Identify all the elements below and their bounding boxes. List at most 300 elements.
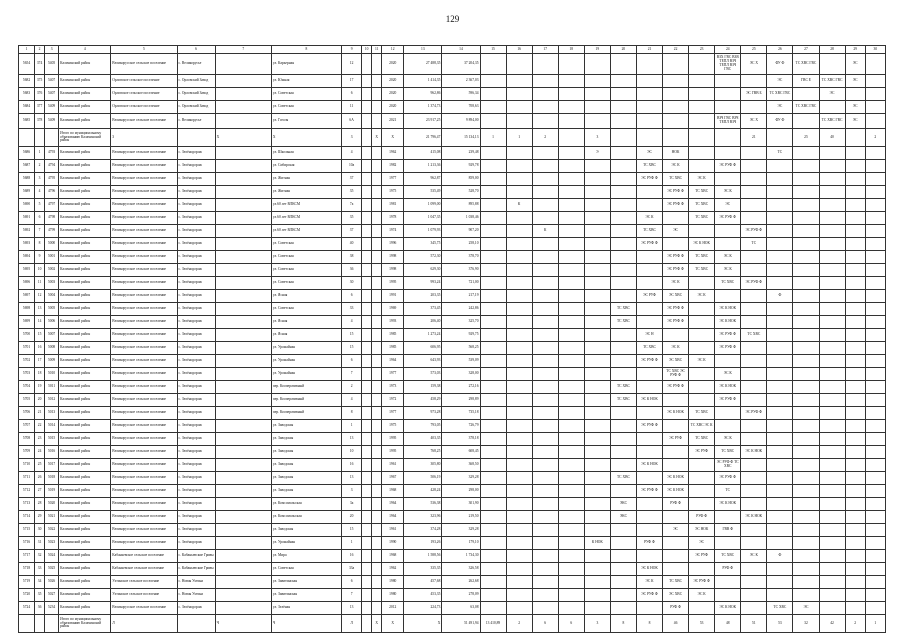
table-cell: ул. Урожайная <box>271 342 341 355</box>
table-cell <box>865 238 885 251</box>
table-cell <box>215 537 271 550</box>
table-cell: с. Зелёнодорож <box>177 316 215 329</box>
table-cell <box>793 446 819 459</box>
table-cell: Калачинский район <box>59 199 111 212</box>
table-row <box>19 225 886 238</box>
table-row <box>19 129 886 147</box>
table-cell: Великорусское сельское поселение <box>111 433 177 446</box>
column-number: 12 <box>382 46 404 54</box>
table-cell: 5014 <box>45 420 59 433</box>
table-cell: 5015 <box>45 433 59 446</box>
table-cell: ЭС <box>715 199 741 212</box>
table-cell <box>845 407 865 420</box>
table-cell: 5021 <box>45 511 59 524</box>
table-cell: ТС <box>767 147 793 160</box>
column-number: 8 <box>271 46 341 54</box>
table-cell <box>610 251 636 264</box>
table-cell <box>793 290 819 303</box>
table-cell: Великорусское сельское поселение <box>111 290 177 303</box>
table-cell <box>45 615 59 633</box>
table-cell <box>532 212 558 225</box>
table-cell: 5699 <box>19 316 35 329</box>
table-cell: ЭС К <box>689 290 715 303</box>
table-cell <box>819 303 845 316</box>
table-cell: ЭС РУФ Ф <box>663 316 689 329</box>
table-cell: 1961 <box>382 524 404 537</box>
table-cell <box>215 550 271 563</box>
table-cell: 325,70 <box>442 316 480 329</box>
table-cell <box>506 225 532 238</box>
table-cell <box>610 101 636 114</box>
table-cell <box>372 368 382 381</box>
table-cell <box>362 550 372 563</box>
table-cell: 224,73 <box>404 602 442 615</box>
table-cell <box>845 472 865 485</box>
table-cell: 5022 <box>45 524 59 537</box>
table-cell <box>215 114 271 129</box>
table-cell <box>845 355 865 368</box>
table-cell: с. Зелёнодорож <box>177 277 215 290</box>
table-cell <box>362 173 372 186</box>
table-cell <box>663 238 689 251</box>
table-cell <box>845 290 865 303</box>
table-cell <box>741 381 767 394</box>
table-cell <box>819 537 845 550</box>
table-cell: с. Орловский Завод <box>177 88 215 101</box>
table-cell: 1995 <box>382 433 404 446</box>
table-cell: Великорусское сельское поселение <box>111 602 177 615</box>
table-cell: 535,49 <box>404 186 442 199</box>
table-cell <box>689 316 715 329</box>
table-cell <box>362 589 372 602</box>
table-cell <box>372 303 382 316</box>
table-cell: 1962 <box>382 563 404 576</box>
table-cell: 5027 <box>45 589 59 602</box>
table-cell: 36 <box>342 264 362 277</box>
table-cell <box>362 147 372 160</box>
table-cell: ЭС К <box>715 251 741 264</box>
table-cell: ЭС РУФ <box>689 446 715 459</box>
table-cell <box>480 147 506 160</box>
table-cell: с. Зелёнодорож <box>177 381 215 394</box>
table-cell: 1996 <box>382 238 404 251</box>
table-cell <box>793 381 819 394</box>
table-cell <box>767 129 793 147</box>
table-cell: Х <box>382 129 404 147</box>
table-cell: 5712 <box>19 485 35 498</box>
table-cell <box>372 238 382 251</box>
table-cell <box>865 101 885 114</box>
table-cell: с. Зелёнодорож <box>177 355 215 368</box>
table-cell <box>506 290 532 303</box>
table-cell: ЭС РУФ Ф <box>689 576 715 589</box>
table-cell <box>636 472 662 485</box>
table-cell: ЭС РУФ Ф <box>715 394 741 407</box>
table-cell <box>532 75 558 88</box>
table-cell <box>865 407 885 420</box>
table-cell: Калачинский район <box>59 75 111 88</box>
table-cell: ТС <box>741 238 767 251</box>
table-cell: с. Зелёнодорож <box>177 186 215 199</box>
table-cell: 5720 <box>19 589 35 602</box>
table-cell: ЭС К НОК <box>715 602 741 615</box>
table-cell <box>372 75 382 88</box>
table-cell: 2020 <box>382 88 404 101</box>
table-cell: с. Зелёнодорож <box>177 446 215 459</box>
table-cell: ЭС К <box>741 550 767 563</box>
table-cell: 5707 <box>19 420 35 433</box>
table-cell: 1993 <box>382 316 404 329</box>
table-cell <box>793 368 819 381</box>
table-cell <box>372 537 382 550</box>
table-cell: ул. Заводская <box>271 524 341 537</box>
table-cell <box>715 173 741 186</box>
table-cell: с. Зелёнодорож <box>177 160 215 173</box>
table-cell: 378,70 <box>442 251 480 264</box>
table-cell <box>480 199 506 212</box>
table-cell <box>793 342 819 355</box>
table-cell: 1 047,35 <box>404 212 442 225</box>
table-cell <box>532 277 558 290</box>
table-cell <box>558 511 584 524</box>
table-cell: ЭС РУФ Ф <box>741 225 767 238</box>
table-cell <box>610 212 636 225</box>
table-cell <box>480 420 506 433</box>
table-cell <box>584 394 610 407</box>
table-cell <box>558 212 584 225</box>
table-cell: 768,25 <box>404 446 442 459</box>
table-cell <box>506 329 532 342</box>
table-cell: 1 038,46 <box>442 212 480 225</box>
table-cell <box>215 225 271 238</box>
table-cell <box>636 368 662 381</box>
table-cell <box>715 290 741 303</box>
table-cell: 6А <box>342 114 362 129</box>
table-cell: 606,95 <box>404 342 442 355</box>
table-cell <box>558 420 584 433</box>
table-cell <box>845 576 865 589</box>
table-cell: ЭС К <box>636 212 662 225</box>
table-cell: Калачинский район <box>59 114 111 129</box>
table-cell: 793,05 <box>404 420 442 433</box>
table-cell: с. Зелёнодорож <box>177 485 215 498</box>
table-cell: 2021 <box>382 114 404 129</box>
table-cell: Великорусское сельское поселение <box>111 54 177 75</box>
table-cell <box>584 329 610 342</box>
table-cell <box>663 511 689 524</box>
table-cell <box>584 498 610 511</box>
table-cell <box>584 173 610 186</box>
table-cell <box>584 316 610 329</box>
table-cell: 1985 <box>382 329 404 342</box>
table-cell <box>610 550 636 563</box>
table-cell <box>793 225 819 238</box>
table-cell: Великорусское сельское поселение <box>111 485 177 498</box>
table-cell <box>819 186 845 199</box>
table-cell <box>819 524 845 537</box>
table-cell <box>865 472 885 485</box>
table-cell: 29 <box>35 511 45 524</box>
table-cell: 5713 <box>19 498 35 511</box>
table-cell <box>558 160 584 173</box>
table-cell <box>372 472 382 485</box>
table-cell <box>819 446 845 459</box>
table-cell: 453,35 <box>404 589 442 602</box>
table-cell: 721,00 <box>442 277 480 290</box>
table-cell: Калачинский район <box>59 550 111 563</box>
table-cell <box>558 251 584 264</box>
table-cell: 539,09 <box>442 355 480 368</box>
table-cell <box>532 316 558 329</box>
column-number: 20 <box>610 46 636 54</box>
table-cell: с. Зелёнодорож <box>177 420 215 433</box>
table-cell <box>610 563 636 576</box>
table-cell: 5704 <box>19 381 35 394</box>
table-cell <box>845 342 865 355</box>
table-cell <box>865 576 885 589</box>
table-cell <box>689 225 715 238</box>
table-cell: 27 488,35 <box>404 54 442 75</box>
table-cell: Великорусское сельское поселение <box>111 459 177 472</box>
table-cell <box>480 407 506 420</box>
table-cell: 63,08 <box>442 602 480 615</box>
table-cell <box>558 277 584 290</box>
table-cell: 12 <box>35 290 45 303</box>
table-cell: 32 <box>35 550 45 563</box>
table-cell: 15 <box>342 524 362 537</box>
table-cell: 643,93 <box>404 355 442 368</box>
table-cell: с. Орловский Завод <box>177 101 215 114</box>
table-cell <box>865 251 885 264</box>
table-cell <box>480 277 506 290</box>
table-cell <box>215 485 271 498</box>
table-cell <box>689 459 715 472</box>
table-cell <box>636 277 662 290</box>
table-cell <box>215 381 271 394</box>
table-cell <box>663 212 689 225</box>
table-cell <box>865 524 885 537</box>
table-cell <box>865 589 885 602</box>
table-cell: 13 <box>35 303 45 316</box>
table-cell: 572,30 <box>404 251 442 264</box>
table-cell: Х <box>372 615 382 633</box>
table-cell: с. Зелёнодорож <box>177 537 215 550</box>
table-cell: ЭС <box>793 602 819 615</box>
table-cell <box>558 342 584 355</box>
table-cell: ул. Школьная <box>271 147 341 160</box>
table-cell <box>793 114 819 129</box>
table-cell: Великорусское сельское поселение <box>111 407 177 420</box>
table-cell: К <box>532 225 558 238</box>
table-cell <box>819 251 845 264</box>
table-cell <box>584 75 610 88</box>
table-cell: 3 <box>35 173 45 186</box>
table-cell <box>865 381 885 394</box>
table-cell: 17 <box>342 75 362 88</box>
table-cell <box>558 589 584 602</box>
table-cell <box>372 88 382 101</box>
table-cell <box>636 186 662 199</box>
table-cell: 1998 <box>382 251 404 264</box>
table-cell: ул. Советская <box>271 277 341 290</box>
table-cell: ул. Житная <box>271 186 341 199</box>
table-cell <box>865 420 885 433</box>
table-cell: 1964 <box>382 498 404 511</box>
table-cell <box>636 129 662 147</box>
table-cell <box>372 381 382 394</box>
table-cell: с. Кабаньевские Гривы <box>177 550 215 563</box>
table-cell <box>865 290 885 303</box>
table-cell <box>845 212 865 225</box>
table-cell <box>215 290 271 303</box>
table-cell <box>584 355 610 368</box>
table-cell: 907,20 <box>442 225 480 238</box>
table-cell: 40 <box>819 129 845 147</box>
table-cell: Калачинский район <box>59 368 111 381</box>
table-cell: 5706 <box>19 407 35 420</box>
table-cell <box>372 186 382 199</box>
table-cell <box>362 199 372 212</box>
table-cell <box>819 459 845 472</box>
table-cell: 1998 <box>382 264 404 277</box>
table-cell: 8 <box>35 238 45 251</box>
table-cell: 1 <box>865 615 885 633</box>
table-cell <box>480 472 506 485</box>
table-cell: 30 <box>342 277 362 290</box>
table-cell <box>372 576 382 589</box>
table-cell: ЭС РУФ Ф <box>636 485 662 498</box>
table-cell <box>506 54 532 75</box>
table-cell: ЭС К НОК <box>636 394 662 407</box>
table-cell: 2 <box>35 160 45 173</box>
table-cell: 573,03 <box>404 368 442 381</box>
table-cell <box>845 160 865 173</box>
table-cell: Калачинский район <box>59 420 111 433</box>
table-cell <box>610 199 636 212</box>
table-cell <box>362 394 372 407</box>
table-cell <box>610 589 636 602</box>
table-cell <box>793 88 819 101</box>
table-cell: ЭС <box>845 54 865 75</box>
table-cell <box>689 277 715 290</box>
table-cell: Х <box>372 129 382 147</box>
table-cell <box>741 537 767 550</box>
table-cell <box>715 225 741 238</box>
table-cell: Калачинский район <box>59 160 111 173</box>
table-cell <box>480 576 506 589</box>
table-cell: ЭС ХВС <box>663 589 689 602</box>
table-cell <box>558 394 584 407</box>
table-cell: 10 <box>35 264 45 277</box>
table-cell <box>558 381 584 394</box>
table-cell: ул. Гоголя <box>271 114 341 129</box>
table-cell <box>480 225 506 238</box>
table-cell <box>767 472 793 485</box>
table-cell <box>362 537 372 550</box>
table-cell: ЭС <box>767 101 793 114</box>
table-cell <box>845 550 865 563</box>
table-cell: 895,88 <box>442 199 480 212</box>
table-cell <box>215 303 271 316</box>
table-cell <box>362 101 372 114</box>
table-cell: 15 <box>342 329 362 342</box>
table-cell: Калачинский район <box>59 54 111 75</box>
table-cell <box>819 550 845 563</box>
table-cell: ТС ХВС <box>636 342 662 355</box>
table-cell: 5718 <box>19 563 35 576</box>
table-cell: 5714 <box>19 511 35 524</box>
table-cell: Великорусское сельское поселение <box>111 446 177 459</box>
table-cell <box>215 589 271 602</box>
table-cell <box>819 199 845 212</box>
table-cell <box>532 199 558 212</box>
table-cell: ЭС <box>663 524 689 537</box>
table-cell <box>558 459 584 472</box>
table-cell <box>558 88 584 101</box>
table-cell <box>584 550 610 563</box>
table-cell: 929,75 <box>442 329 480 342</box>
table-cell <box>845 147 865 160</box>
table-cell <box>793 329 819 342</box>
table-cell: Великорусское сельское поселение <box>111 342 177 355</box>
table-cell: 3 <box>342 485 362 498</box>
table-cell <box>663 329 689 342</box>
table-cell <box>819 511 845 524</box>
table-cell <box>532 563 558 576</box>
table-cell <box>362 602 372 615</box>
table-cell: Х <box>271 129 341 147</box>
table-cell <box>362 264 372 277</box>
table-cell <box>663 537 689 550</box>
table-cell <box>215 160 271 173</box>
table-cell: 1985 <box>382 342 404 355</box>
table-cell: 1978 <box>382 212 404 225</box>
table-cell <box>636 54 662 75</box>
table-cell: Великорусское сельское поселение <box>111 160 177 173</box>
table-cell <box>865 160 885 173</box>
table-cell: 2 367,03 <box>442 75 480 88</box>
document-table-wrapper <box>18 45 886 633</box>
table-cell <box>372 550 382 563</box>
table-cell <box>362 316 372 329</box>
table-cell <box>610 147 636 160</box>
table-cell <box>362 186 372 199</box>
table-cell <box>767 225 793 238</box>
table-cell: ул. Зелёная <box>271 602 341 615</box>
column-number: 7 <box>215 46 271 54</box>
table-cell <box>689 394 715 407</box>
table-cell <box>584 238 610 251</box>
table-cell: ул. Заводская <box>271 472 341 485</box>
table-cell <box>610 368 636 381</box>
table-cell <box>215 212 271 225</box>
table-cell <box>372 329 382 342</box>
table-cell <box>819 355 845 368</box>
table-cell <box>532 54 558 75</box>
table-cell <box>506 368 532 381</box>
table-cell <box>610 342 636 355</box>
table-cell <box>362 88 372 101</box>
table-row <box>19 576 886 589</box>
table-row <box>19 147 886 160</box>
table-cell <box>636 75 662 88</box>
table-cell <box>865 563 885 576</box>
table-cell: Калачинский район <box>59 394 111 407</box>
table-cell: 962,87 <box>404 173 442 186</box>
table-cell: 5011 <box>45 381 59 394</box>
table-cell <box>362 129 372 147</box>
table-cell <box>362 576 372 589</box>
